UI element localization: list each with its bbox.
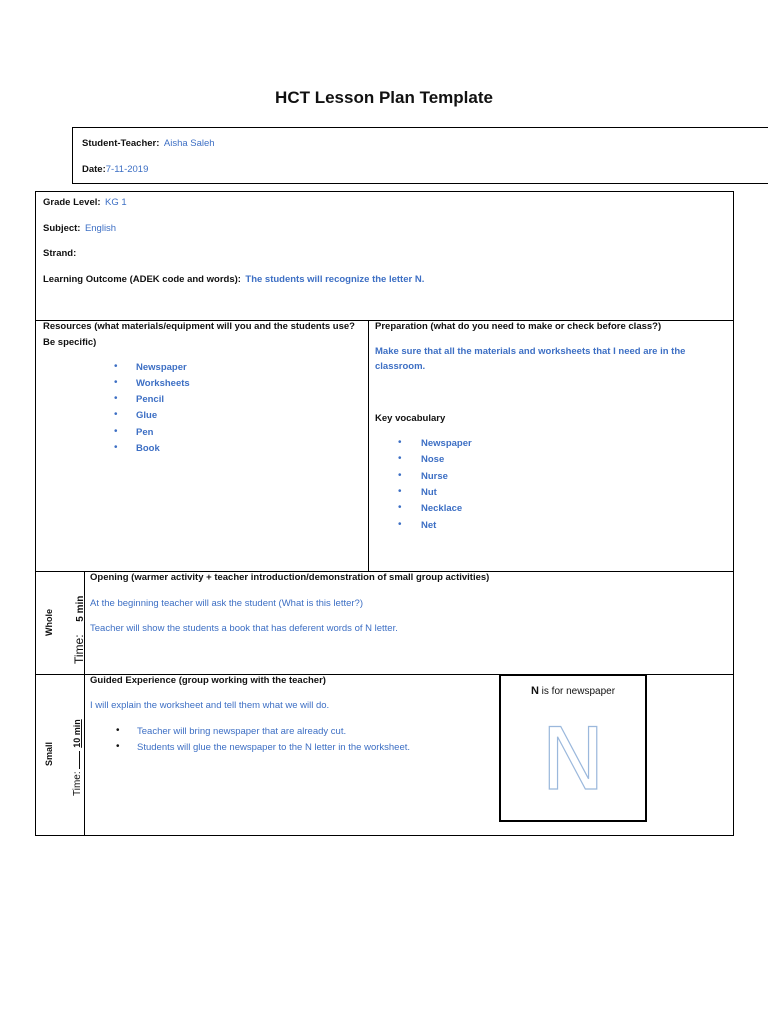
vocab-heading: Key vocabulary <box>375 413 446 424</box>
opening-line-1: At the beginning teacher will ask the student (What is this letter?) <box>90 598 363 609</box>
student-teacher-value: Aisha Saleh <box>163 138 215 149</box>
vocab-item: Newspaper <box>421 438 472 449</box>
subject-value: English <box>84 223 117 234</box>
bullet-icon: • <box>114 409 118 420</box>
bullet-icon: • <box>114 361 118 372</box>
guided-time <box>72 719 83 796</box>
date-value: 7-11-2019 <box>105 164 149 175</box>
image-caption <box>501 685 645 697</box>
resources-item: Newspaper <box>136 362 187 373</box>
opening-time <box>72 596 86 664</box>
vocab-item: Nut <box>421 487 437 498</box>
bullet-icon: • <box>398 502 402 513</box>
guided-item: Students will glue the newspaper to the N letter in the worksheet. <box>137 742 411 753</box>
grade-value: KG 1 <box>105 197 127 208</box>
outcome-row <box>43 269 424 287</box>
date-row <box>82 159 148 177</box>
date-label: Date: <box>82 164 106 175</box>
guided-item: Teacher will bring newspaper that are already cut. <box>137 726 347 737</box>
subject-row <box>43 218 116 236</box>
resources-item: Glue <box>136 410 158 421</box>
bullet-icon: • <box>398 486 402 497</box>
strand-label: Strand: <box>43 248 77 259</box>
bullet-icon: • <box>116 725 120 736</box>
guided-time-value: 10 min <box>72 719 82 748</box>
resources-item: Pen <box>136 427 154 438</box>
grade-label: Grade Level: <box>43 197 101 208</box>
student-teacher-label: Student-Teacher: <box>82 138 160 149</box>
student-teacher-row <box>82 133 215 151</box>
strand-row <box>43 243 76 261</box>
opening-time-label: Time: <box>72 634 86 664</box>
vocab-item: Necklace <box>421 503 463 514</box>
bullet-icon: • <box>398 470 402 481</box>
bullet-icon: • <box>114 426 118 437</box>
vocab-item: Net <box>421 520 437 531</box>
outcome-value: The students will recognize the letter N. <box>245 274 425 285</box>
guided-heading: Guided Experience (group working with the teacher) <box>90 675 326 686</box>
vocab-item: Nose <box>421 454 445 465</box>
outline-letter-n: N <box>540 710 606 810</box>
preparation-text: Make sure that all the materials and worksheets that I need are in the <box>375 346 686 357</box>
divider <box>368 320 369 572</box>
grade-row <box>43 192 127 210</box>
bullet-icon: • <box>114 393 118 404</box>
image-caption-letter: N <box>530 685 539 697</box>
resources-heading-cont: Be specific) <box>43 337 97 348</box>
preparation-heading: Preparation (what do you need to make or check before class?) <box>375 321 662 332</box>
page-title: HCT Lesson Plan Template <box>275 88 493 107</box>
bullet-icon: • <box>398 453 402 464</box>
preparation-text-cont: classroom. <box>375 361 426 372</box>
bullet-icon: • <box>114 377 118 388</box>
bullet-icon: • <box>398 437 402 448</box>
bullet-icon: • <box>398 519 402 530</box>
bullet-icon: • <box>114 442 118 453</box>
resources-item: Pencil <box>136 394 164 405</box>
resources-item: Worksheets <box>136 378 190 389</box>
image-caption-text: is for newspaper <box>538 686 616 697</box>
opening-heading: Opening (warmer activity + teacher introduction/demonstration of small group activities) <box>90 572 490 583</box>
bullet-icon: • <box>116 741 120 752</box>
guided-time-label: Time: <box>72 771 83 796</box>
letter-n-worksheet-image <box>499 674 647 822</box>
guided-side-label: Small <box>44 741 54 766</box>
opening-time-value: 5 min <box>75 595 86 622</box>
opening-side-label: Whole <box>44 609 54 636</box>
opening-line-2: Teacher will show the students a book that has deferent words of N letter. <box>90 623 398 634</box>
subject-label: Subject: <box>43 223 81 234</box>
vocab-item: Nurse <box>421 471 448 482</box>
outcome-label: Learning Outcome (ADEK code and words): <box>43 274 241 285</box>
guided-intro: I will explain the worksheet and tell them what we will do. <box>90 700 330 711</box>
resources-item: Book <box>136 443 160 454</box>
header-box <box>72 127 768 184</box>
resources-heading: Resources (what materials/equipment will you and the students use? <box>43 321 355 332</box>
